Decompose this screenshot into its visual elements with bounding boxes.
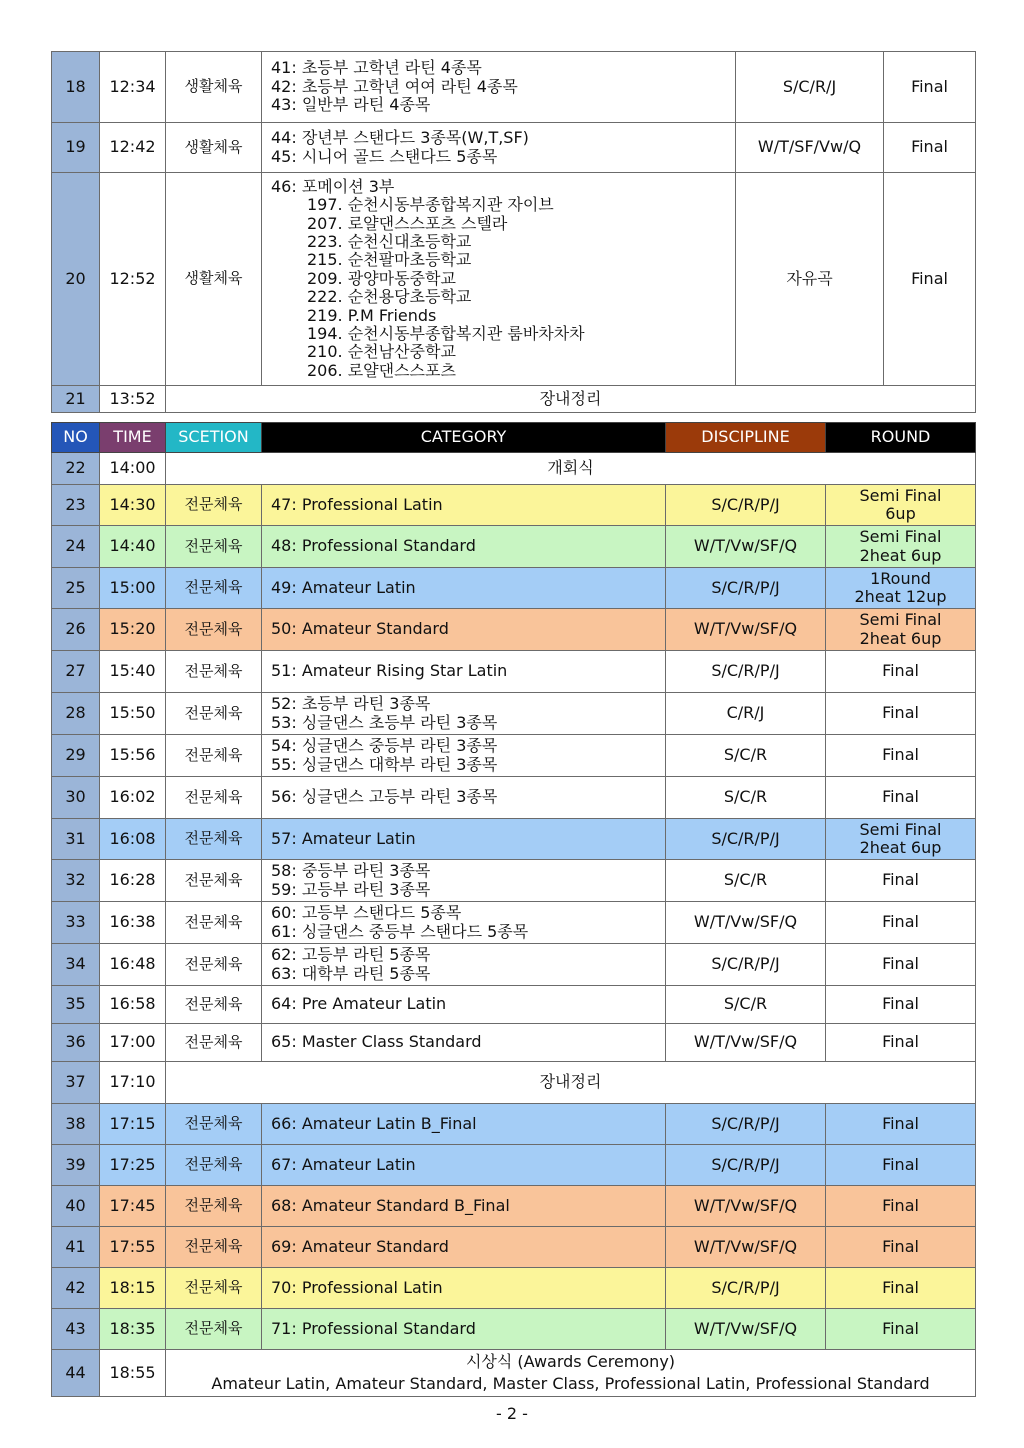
table-row xyxy=(52,568,976,609)
round-line: Semi Final xyxy=(859,527,942,547)
row-discipline: W/T/SF/Vw/Q xyxy=(736,123,884,173)
row-round xyxy=(826,526,976,568)
row-no: 43 xyxy=(52,1309,100,1350)
row-round xyxy=(826,735,976,777)
ceremony-categories: Amateur Latin, Amateur Standard, Master Class, Professional Latin, Professional Standard xyxy=(211,1373,930,1393)
round-line: 1Round xyxy=(870,568,931,588)
row-section: 전문체육 xyxy=(166,1024,262,1062)
round-line: Final xyxy=(882,1318,919,1338)
row-round: Final xyxy=(884,52,976,123)
row-category xyxy=(262,986,666,1024)
row-category xyxy=(262,1227,666,1268)
table-row xyxy=(52,123,976,173)
round-line: Final xyxy=(882,1154,919,1174)
category-line: 68: Amateur Standard B_Final xyxy=(271,1195,510,1215)
row-discipline: S/C/R/P/J xyxy=(666,651,826,693)
row-section: 전문체육 xyxy=(166,1268,262,1309)
row-discipline: W/T/Vw/SF/Q xyxy=(666,526,826,568)
row-time: 15:50 xyxy=(100,693,166,735)
row-time: 14:00 xyxy=(100,453,166,485)
row-no: 33 xyxy=(52,902,100,944)
table-row xyxy=(52,1309,976,1350)
row-section: 전문체육 xyxy=(166,986,262,1024)
row-no: 34 xyxy=(52,944,100,986)
table-row xyxy=(52,819,976,860)
category-line: 46: 포메이션 3부 xyxy=(271,176,395,196)
row-category xyxy=(262,735,666,777)
row-section: 생활체육 xyxy=(166,173,262,386)
row-discipline: W/T/Vw/SF/Q xyxy=(666,1227,826,1268)
row-time: 14:30 xyxy=(100,485,166,526)
row-discipline: S/C/R/P/J xyxy=(666,819,826,860)
row-section: 전문체육 xyxy=(166,485,262,526)
row-category xyxy=(262,568,666,609)
category-line: 51: Amateur Rising Star Latin xyxy=(271,661,508,681)
header-round: ROUND xyxy=(826,423,976,453)
round-line: 6up xyxy=(885,504,916,523)
row-no: 37 xyxy=(52,1062,100,1104)
row-no: 23 xyxy=(52,485,100,526)
table-row xyxy=(52,777,976,819)
row-discipline: W/T/Vw/SF/Q xyxy=(666,1309,826,1350)
table-row xyxy=(52,651,976,693)
row-time: 15:20 xyxy=(100,609,166,651)
row-no: 40 xyxy=(52,1186,100,1227)
round-line: Final xyxy=(882,745,919,765)
table-row xyxy=(52,944,976,986)
row-category xyxy=(262,526,666,568)
row-no: 31 xyxy=(52,819,100,860)
row-round xyxy=(826,819,976,860)
row-time: 16:08 xyxy=(100,819,166,860)
row-category xyxy=(262,52,736,123)
category-line: 44: 장년부 스탠다드 3종목(W,T,SF) xyxy=(271,128,529,148)
row-time: 12:34 xyxy=(100,52,166,123)
category-line: 65: Master Class Standard xyxy=(271,1032,482,1052)
row-category xyxy=(262,693,666,735)
row-discipline: S/C/R/P/J xyxy=(666,568,826,609)
row-section: 전문체육 xyxy=(166,609,262,651)
row-category xyxy=(262,173,736,386)
row-time: 15:40 xyxy=(100,651,166,693)
table-row xyxy=(52,52,976,123)
row-no: 29 xyxy=(52,735,100,777)
category-line: 54: 싱글댄스 중등부 라틴 3종목 xyxy=(271,736,498,756)
header-no: NO xyxy=(52,423,100,453)
row-round xyxy=(826,485,976,526)
round-line: Final xyxy=(882,1032,919,1052)
row-no: 27 xyxy=(52,651,100,693)
row-no: 28 xyxy=(52,693,100,735)
row-section: 전문체육 xyxy=(166,526,262,568)
category-line: 67: Amateur Latin xyxy=(271,1154,416,1174)
row-time: 13:52 xyxy=(100,386,166,413)
table-row xyxy=(52,609,976,651)
row-discipline: S/C/R/P/J xyxy=(666,1145,826,1186)
category-line: 47: Professional Latin xyxy=(271,494,443,514)
row-round xyxy=(826,902,976,944)
row-discipline: S/C/R/P/J xyxy=(666,1104,826,1145)
row-time: 17:10 xyxy=(100,1062,166,1104)
row-time: 17:00 xyxy=(100,1024,166,1062)
category-line: 60: 고등부 스탠다드 5종목 xyxy=(271,903,462,923)
row-section: 전문체육 xyxy=(166,1227,262,1268)
row-discipline: S/C/R/P/J xyxy=(666,1268,826,1309)
row-no: 25 xyxy=(52,568,100,609)
category-line: 41: 초등부 고학년 라틴 4종목 xyxy=(271,58,482,78)
round-line: Final xyxy=(882,661,919,681)
row-time: 18:15 xyxy=(100,1268,166,1309)
round-line: Final xyxy=(882,870,919,890)
category-line: 45: 시니어 골드 스탠다드 5종목 xyxy=(271,146,498,166)
row-time: 12:42 xyxy=(100,123,166,173)
row-category xyxy=(262,1268,666,1309)
row-no: 20 xyxy=(52,173,100,386)
row-discipline: W/T/Vw/SF/Q xyxy=(666,1024,826,1062)
row-time: 15:00 xyxy=(100,568,166,609)
row-discipline: W/T/Vw/SF/Q xyxy=(666,1186,826,1227)
category-line: 197. 순천시동부종합복지관 자이브 xyxy=(307,195,554,215)
row-span-text xyxy=(166,1350,976,1397)
row-time: 17:55 xyxy=(100,1227,166,1268)
row-round xyxy=(826,651,976,693)
row-section: 전문체육 xyxy=(166,651,262,693)
round-line: 2heat 6up xyxy=(859,628,942,648)
row-no: 19 xyxy=(52,123,100,173)
row-discipline: S/C/R xyxy=(666,777,826,819)
category-line: 215. 순천팔마초등학교 xyxy=(307,250,472,270)
round-line: 2heat 6up xyxy=(859,545,942,565)
category-line: 69: Amateur Standard xyxy=(271,1236,449,1256)
row-category xyxy=(262,123,736,173)
row-time: 17:45 xyxy=(100,1186,166,1227)
row-section: 전문체육 xyxy=(166,1145,262,1186)
row-category xyxy=(262,651,666,693)
row-no: 36 xyxy=(52,1024,100,1062)
schedule-table-main xyxy=(51,422,976,1397)
row-no: 18 xyxy=(52,52,100,123)
round-line: Final xyxy=(882,1236,919,1256)
table-row xyxy=(52,1145,976,1186)
category-line: 207. 로얄댄스스포츠 스텔라 xyxy=(307,213,508,233)
row-section: 전문체육 xyxy=(166,902,262,944)
row-section: 전문체육 xyxy=(166,568,262,609)
row-span-text: 장내정리 xyxy=(166,386,976,413)
row-time: 18:35 xyxy=(100,1309,166,1350)
row-section: 생활체육 xyxy=(166,52,262,123)
row-round: Final xyxy=(884,173,976,386)
category-line: 71: Professional Standard xyxy=(271,1318,476,1338)
category-line: 55: 싱글댄스 대학부 라틴 3종목 xyxy=(271,754,498,774)
row-discipline: S/C/R/P/J xyxy=(666,944,826,986)
table-row xyxy=(52,1186,976,1227)
row-round xyxy=(826,1024,976,1062)
table-row xyxy=(52,485,976,526)
category-line: 61: 싱글댄스 중등부 스탠다드 5종목 xyxy=(271,921,529,941)
row-discipline: S/C/R xyxy=(666,735,826,777)
header-time: TIME xyxy=(100,423,166,453)
row-round xyxy=(826,1227,976,1268)
category-line: 206. 로얄댄스스포츠 xyxy=(307,360,456,380)
category-line: 49: Amateur Latin xyxy=(271,577,416,597)
row-section: 전문체육 xyxy=(166,1309,262,1350)
table-row xyxy=(52,1104,976,1145)
table-row xyxy=(52,735,976,777)
row-no: 38 xyxy=(52,1104,100,1145)
row-no: 30 xyxy=(52,777,100,819)
round-line: Semi Final xyxy=(859,485,942,505)
row-no: 35 xyxy=(52,986,100,1024)
header-category: CATEGORY xyxy=(262,423,666,453)
row-round xyxy=(826,777,976,819)
row-section: 전문체육 xyxy=(166,860,262,902)
row-round xyxy=(826,1268,976,1309)
category-line: 222. 순천용당초등학교 xyxy=(307,287,472,307)
row-time: 18:55 xyxy=(100,1350,166,1397)
category-line: 52: 초등부 라틴 3종목 xyxy=(271,694,431,714)
row-round xyxy=(826,944,976,986)
row-category xyxy=(262,819,666,860)
row-section: 전문체육 xyxy=(166,735,262,777)
category-line: 48: Professional Standard xyxy=(271,536,476,556)
round-line: Semi Final xyxy=(859,610,942,630)
row-section: 전문체육 xyxy=(166,1186,262,1227)
round-line: Final xyxy=(882,912,919,932)
round-line: Final xyxy=(882,787,919,807)
row-round xyxy=(826,609,976,651)
row-discipline: 자유곡 xyxy=(736,173,884,386)
schedule-table-top xyxy=(51,51,976,413)
row-category xyxy=(262,485,666,526)
row-category xyxy=(262,860,666,902)
category-line: 43: 일반부 라틴 4종목 xyxy=(271,95,431,115)
row-time: 14:40 xyxy=(100,526,166,568)
row-no: 22 xyxy=(52,453,100,485)
row-no: 24 xyxy=(52,526,100,568)
row-section: 전문체육 xyxy=(166,693,262,735)
category-line: 57: Amateur Latin xyxy=(271,828,416,848)
round-line: Final xyxy=(882,703,919,723)
category-line: 58: 중등부 라틴 3종목 xyxy=(271,861,431,881)
row-round xyxy=(826,693,976,735)
row-round xyxy=(826,986,976,1024)
row-no: 44 xyxy=(52,1350,100,1397)
row-no: 21 xyxy=(52,386,100,413)
row-span-text: 개회식 xyxy=(166,453,976,485)
category-line: 194. 순천시동부종합복지관 룸바차차차 xyxy=(307,323,585,343)
category-line: 56: 싱글댄스 고등부 라틴 3종목 xyxy=(271,787,498,807)
row-category xyxy=(262,1024,666,1062)
row-no: 42 xyxy=(52,1268,100,1309)
category-line: 59: 고등부 라틴 3종목 xyxy=(271,879,431,899)
round-line: 2heat 12up xyxy=(854,587,947,606)
row-discipline: S/C/R xyxy=(666,986,826,1024)
table-row xyxy=(52,1268,976,1309)
row-no: 41 xyxy=(52,1227,100,1268)
round-line: 2heat 6up xyxy=(859,838,942,857)
category-line: 64: Pre Amateur Latin xyxy=(271,994,447,1014)
row-category xyxy=(262,609,666,651)
row-time: 17:25 xyxy=(100,1145,166,1186)
table-row-span xyxy=(52,386,976,413)
row-span-text: 장내정리 xyxy=(166,1062,976,1104)
table-row-span xyxy=(52,1062,976,1104)
round-line: Final xyxy=(882,994,919,1014)
table-row xyxy=(52,986,976,1024)
category-line: 223. 순천신대초등학교 xyxy=(307,232,472,252)
row-section: 전문체육 xyxy=(166,944,262,986)
row-section: 전문체육 xyxy=(166,819,262,860)
row-discipline: S/C/R/P/J xyxy=(666,485,826,526)
row-time: 12:52 xyxy=(100,173,166,386)
row-category xyxy=(262,944,666,986)
row-time: 16:28 xyxy=(100,860,166,902)
table-row xyxy=(52,1024,976,1062)
table-row xyxy=(52,1227,976,1268)
header-discipline: DISCIPLINE xyxy=(666,423,826,453)
row-round xyxy=(826,1309,976,1350)
round-line: Semi Final xyxy=(859,819,942,839)
row-section: 생활체육 xyxy=(166,123,262,173)
row-category xyxy=(262,1186,666,1227)
table-row-span xyxy=(52,453,976,485)
row-discipline: W/T/Vw/SF/Q xyxy=(666,609,826,651)
row-discipline: C/R/J xyxy=(666,693,826,735)
row-round xyxy=(826,860,976,902)
table-row xyxy=(52,693,976,735)
ceremony-title: 시상식 (Awards Ceremony) xyxy=(465,1352,676,1372)
row-category xyxy=(262,1145,666,1186)
table-row xyxy=(52,526,976,568)
table-row xyxy=(52,902,976,944)
category-line: 42: 초등부 고학년 여여 라틴 4종목 xyxy=(271,76,518,96)
category-line: 70: Professional Latin xyxy=(271,1277,443,1297)
category-line: 53: 싱글댄스 초등부 라틴 3종목 xyxy=(271,712,498,732)
table-row xyxy=(52,860,976,902)
row-time: 16:48 xyxy=(100,944,166,986)
category-line: 209. 광양마동중학교 xyxy=(307,268,456,288)
row-category xyxy=(262,902,666,944)
table-header xyxy=(52,423,976,453)
row-no: 39 xyxy=(52,1145,100,1186)
row-round xyxy=(826,1186,976,1227)
category-line: 63: 대학부 라틴 5종목 xyxy=(271,963,431,983)
row-round xyxy=(826,1104,976,1145)
round-line: Final xyxy=(882,1277,919,1297)
row-section: 전문체육 xyxy=(166,777,262,819)
row-discipline: S/C/R/J xyxy=(736,52,884,123)
row-round xyxy=(826,568,976,609)
category-line: 50: Amateur Standard xyxy=(271,619,449,639)
row-discipline: S/C/R xyxy=(666,860,826,902)
row-time: 17:15 xyxy=(100,1104,166,1145)
page-number: - 2 - xyxy=(496,1404,528,1423)
row-time: 15:56 xyxy=(100,735,166,777)
round-line: Final xyxy=(882,954,919,974)
category-line: 66: Amateur Latin B_Final xyxy=(271,1113,477,1133)
category-line: 62: 고등부 라틴 5종목 xyxy=(271,945,431,965)
row-no: 26 xyxy=(52,609,100,651)
table-row-span xyxy=(52,1350,976,1397)
row-time: 16:58 xyxy=(100,986,166,1024)
row-time: 16:02 xyxy=(100,777,166,819)
category-line: 210. 순천남산중학교 xyxy=(307,342,456,362)
round-line: Final xyxy=(882,1113,919,1133)
row-no: 32 xyxy=(52,860,100,902)
table-row xyxy=(52,173,976,386)
row-section: 전문체육 xyxy=(166,1104,262,1145)
row-discipline: W/T/Vw/SF/Q xyxy=(666,902,826,944)
row-category xyxy=(262,777,666,819)
round-line: Final xyxy=(882,1195,919,1215)
row-time: 16:38 xyxy=(100,902,166,944)
row-round xyxy=(826,1145,976,1186)
row-category xyxy=(262,1104,666,1145)
header-section: SCETION xyxy=(166,423,262,453)
row-round: Final xyxy=(884,123,976,173)
category-line: 219. P.M Friends xyxy=(307,305,437,325)
row-category xyxy=(262,1309,666,1350)
